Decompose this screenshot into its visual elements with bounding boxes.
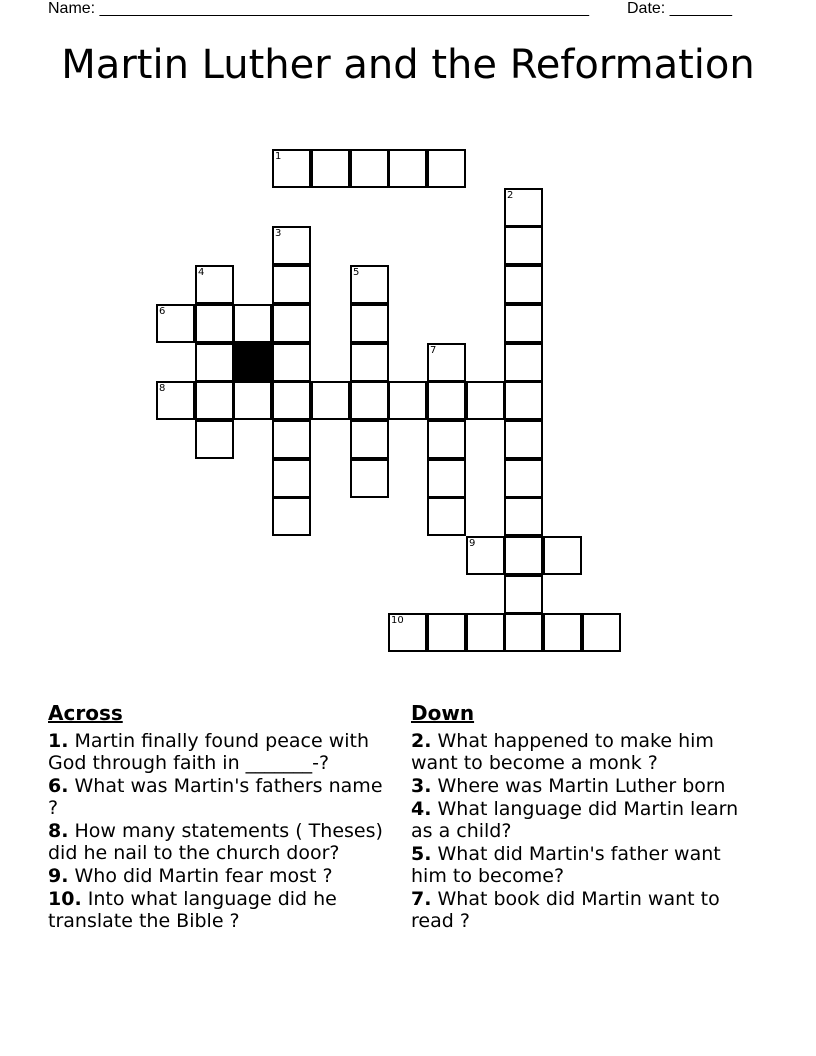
- black-cell: [233, 343, 272, 382]
- page-title: Martin Luther and the Reformation: [61, 42, 755, 88]
- grid-cell[interactable]: [156, 381, 195, 420]
- grid-cell[interactable]: [233, 381, 272, 420]
- grid-cell[interactable]: [311, 149, 350, 188]
- cell-number: 10: [391, 615, 404, 626]
- clue-text: How many statements ( Theses) did he nail to the church door?: [48, 820, 383, 864]
- grid-cell[interactable]: [504, 304, 543, 343]
- down-clue-5: [411, 843, 756, 887]
- clue-number: 6.: [48, 775, 69, 797]
- across-clue-9: [48, 865, 393, 887]
- grid-cell[interactable]: [466, 536, 505, 575]
- cell-number: 3: [275, 228, 282, 239]
- grid-cell[interactable]: [504, 536, 543, 575]
- across-clues: [48, 700, 393, 933]
- grid-cell[interactable]: [466, 613, 505, 652]
- clue-number: 4.: [411, 798, 432, 820]
- cell-number: 7: [430, 345, 437, 356]
- grid-cell[interactable]: [504, 265, 543, 304]
- grid-cell[interactable]: [543, 536, 582, 575]
- cell-number: 4: [198, 267, 205, 278]
- grid-cell[interactable]: [427, 381, 466, 420]
- grid-cell[interactable]: [272, 149, 311, 188]
- grid-cell[interactable]: [272, 226, 311, 265]
- grid-cell[interactable]: [350, 343, 389, 382]
- grid-cell[interactable]: [427, 420, 466, 459]
- clue-text: What was Martin's fathers name ?: [48, 775, 383, 819]
- across-heading: Across: [48, 701, 123, 725]
- down-clue-3: [411, 775, 756, 797]
- grid-cell[interactable]: [504, 381, 543, 420]
- down-clue-7: [411, 888, 756, 932]
- grid-cell[interactable]: [388, 381, 427, 420]
- down-clue-2: [411, 730, 756, 774]
- across-clue-1: [48, 730, 393, 774]
- grid-cell[interactable]: [272, 304, 311, 343]
- down-heading: Down: [411, 701, 475, 725]
- grid-cell[interactable]: [388, 149, 427, 188]
- cell-number: 8: [159, 383, 166, 394]
- clue-text: What did Martin's father want him to become?: [411, 843, 721, 887]
- cell-number: 5: [353, 267, 360, 278]
- grid-cell[interactable]: [504, 188, 543, 227]
- grid-cell[interactable]: [311, 381, 350, 420]
- grid-cell[interactable]: [504, 343, 543, 382]
- grid-cell[interactable]: [427, 459, 466, 498]
- grid-cell[interactable]: [504, 459, 543, 498]
- grid-cell[interactable]: [195, 381, 234, 420]
- grid-cell[interactable]: [272, 420, 311, 459]
- clue-number: 7.: [411, 888, 432, 910]
- name-field[interactable]: Name: _______________________________________________________: [48, 0, 589, 17]
- grid-cell[interactable]: [272, 265, 311, 304]
- grid-cell[interactable]: [427, 149, 466, 188]
- cell-number: 1: [275, 151, 282, 162]
- down-clues: [411, 700, 756, 933]
- grid-cell[interactable]: [272, 343, 311, 382]
- across-clue-10: [48, 888, 393, 932]
- grid-cell[interactable]: [350, 381, 389, 420]
- grid-cell[interactable]: [504, 226, 543, 265]
- grid-cell[interactable]: [504, 613, 543, 652]
- grid-cell[interactable]: [388, 613, 427, 652]
- clue-number: 5.: [411, 843, 432, 865]
- grid-cell[interactable]: [350, 459, 389, 498]
- grid-cell[interactable]: [466, 381, 505, 420]
- clue-number: 8.: [48, 820, 69, 842]
- grid-cell[interactable]: [582, 613, 621, 652]
- clue-number: 9.: [48, 865, 69, 887]
- grid-cell[interactable]: [272, 381, 311, 420]
- grid-cell[interactable]: [195, 343, 234, 382]
- grid-cell[interactable]: [272, 497, 311, 536]
- cell-number: 2: [507, 190, 514, 201]
- clue-text: Where was Martin Luther born: [437, 775, 726, 797]
- grid-cell[interactable]: [504, 575, 543, 614]
- clue-number: 1.: [48, 730, 69, 752]
- date-field[interactable]: Date: _______: [627, 0, 732, 17]
- clue-number: 3.: [411, 775, 432, 797]
- clue-number: 2.: [411, 730, 432, 752]
- clue-text: What book did Martin want to read ?: [411, 888, 720, 932]
- down-clue-4: [411, 798, 756, 842]
- clue-text: What language did Martin learn as a child?: [411, 798, 739, 842]
- grid-cell[interactable]: [195, 304, 234, 343]
- grid-cell[interactable]: [195, 265, 234, 304]
- grid-cell[interactable]: [350, 265, 389, 304]
- grid-cell[interactable]: [272, 459, 311, 498]
- clue-text: What happened to make him want to become a monk ?: [411, 730, 714, 774]
- clue-text: Into what language did he translate the Bible ?: [48, 888, 337, 932]
- grid-cell[interactable]: [195, 420, 234, 459]
- clue-text: Who did Martin fear most ?: [74, 865, 333, 887]
- grid-cell[interactable]: [504, 497, 543, 536]
- grid-cell[interactable]: [427, 613, 466, 652]
- across-clue-8: [48, 820, 393, 864]
- grid-cell[interactable]: [350, 420, 389, 459]
- cell-number: 9: [469, 538, 476, 549]
- grid-cell[interactable]: [427, 497, 466, 536]
- clue-number: 10.: [48, 888, 82, 910]
- cell-number: 6: [159, 306, 166, 317]
- clue-text: Martin finally found peace with God through faith in _______-?: [48, 730, 370, 774]
- across-clue-6: [48, 775, 393, 819]
- grid-cell[interactable]: [427, 343, 466, 382]
- grid-cell[interactable]: [233, 304, 272, 343]
- grid-cell[interactable]: [350, 304, 389, 343]
- grid-cell[interactable]: [156, 304, 195, 343]
- grid-cell[interactable]: [543, 613, 582, 652]
- grid-cell[interactable]: [350, 149, 389, 188]
- grid-cell[interactable]: [504, 420, 543, 459]
